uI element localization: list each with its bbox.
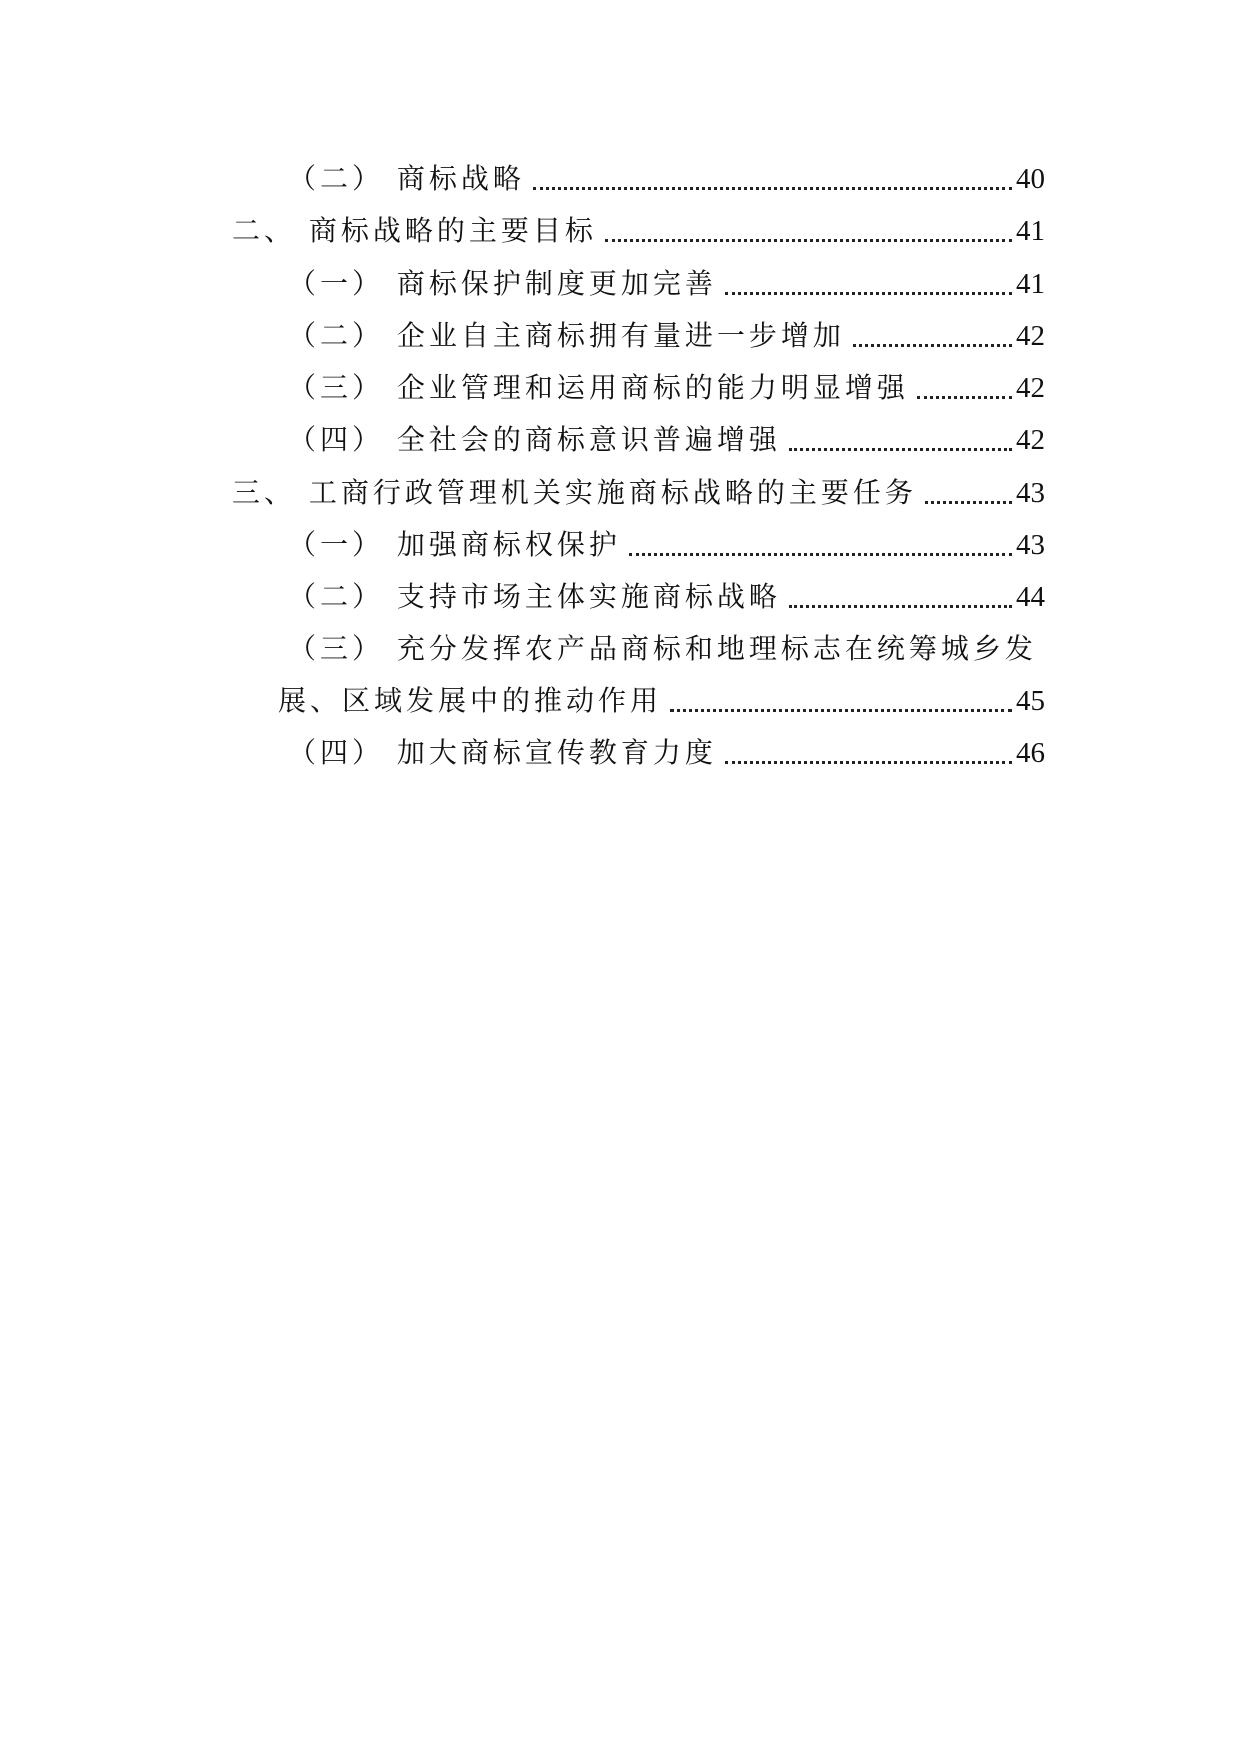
toc-entry-page: 42 [1016,320,1045,352]
dot-leader [533,187,1012,190]
toc-entry-label: （三） 充分发挥农产品商标和地理标志在统筹城乡发 [288,632,1037,665]
toc-entry-continuation[interactable] [278,680,1045,722]
toc-entry-page: 45 [1016,685,1045,717]
toc-entry-label: （二） 商标战略 [288,162,525,195]
toc-entry-page: 44 [1016,581,1045,613]
dot-leader [925,501,1012,504]
dot-leader [670,709,1012,712]
toc-entry-page: 41 [1016,268,1045,300]
dot-leader [605,239,1012,242]
toc-entry-label: （四） 加大商标宣传教育力度 [288,736,717,769]
toc-entry[interactable] [232,472,1045,514]
toc-entry[interactable] [288,367,1045,409]
toc-entry[interactable] [288,628,1045,670]
toc-entry-label: （二） 企业自主商标拥有量进一步增加 [288,319,845,352]
dot-leader [629,553,1012,556]
toc-entry-label: （四） 全社会的商标意识普遍增强 [288,423,781,456]
toc-entry[interactable] [288,419,1045,461]
toc-entry[interactable] [232,210,1045,252]
toc-entry-label: （三） 企业管理和运用商标的能力明显增强 [288,371,909,404]
toc-entry[interactable] [288,524,1045,566]
toc-entry-label: 三、 工商行政管理机关实施商标战略的主要任务 [232,476,917,509]
dot-leader [917,396,1012,399]
toc-entry-label: 二、 商标战略的主要目标 [232,214,597,247]
toc-entry-page: 41 [1016,215,1045,247]
toc-entry[interactable] [288,576,1045,618]
toc-entry-label: （一） 加强商标权保护 [288,528,621,561]
dot-leader [725,292,1012,295]
toc-entry-page: 42 [1016,424,1045,456]
toc-entry[interactable] [288,158,1045,200]
dot-leader [789,448,1012,451]
toc-entry-page: 42 [1016,372,1045,404]
dot-leader [725,761,1012,764]
toc-entry-page: 46 [1016,737,1045,769]
toc-entry-label: （一） 商标保护制度更加完善 [288,267,717,300]
toc-entry[interactable] [288,263,1045,305]
toc-entry[interactable] [288,315,1045,357]
toc-entry-page: 40 [1016,163,1045,195]
toc-entry-label: （二） 支持市场主体实施商标战略 [288,580,781,613]
toc-entry-label: 展、区域发展中的推动作用 [278,684,663,717]
toc-entry-page: 43 [1016,529,1045,561]
dot-leader [853,344,1012,347]
dot-leader [789,605,1012,608]
toc-entry-page: 43 [1016,477,1045,509]
toc-entry[interactable] [288,732,1045,774]
